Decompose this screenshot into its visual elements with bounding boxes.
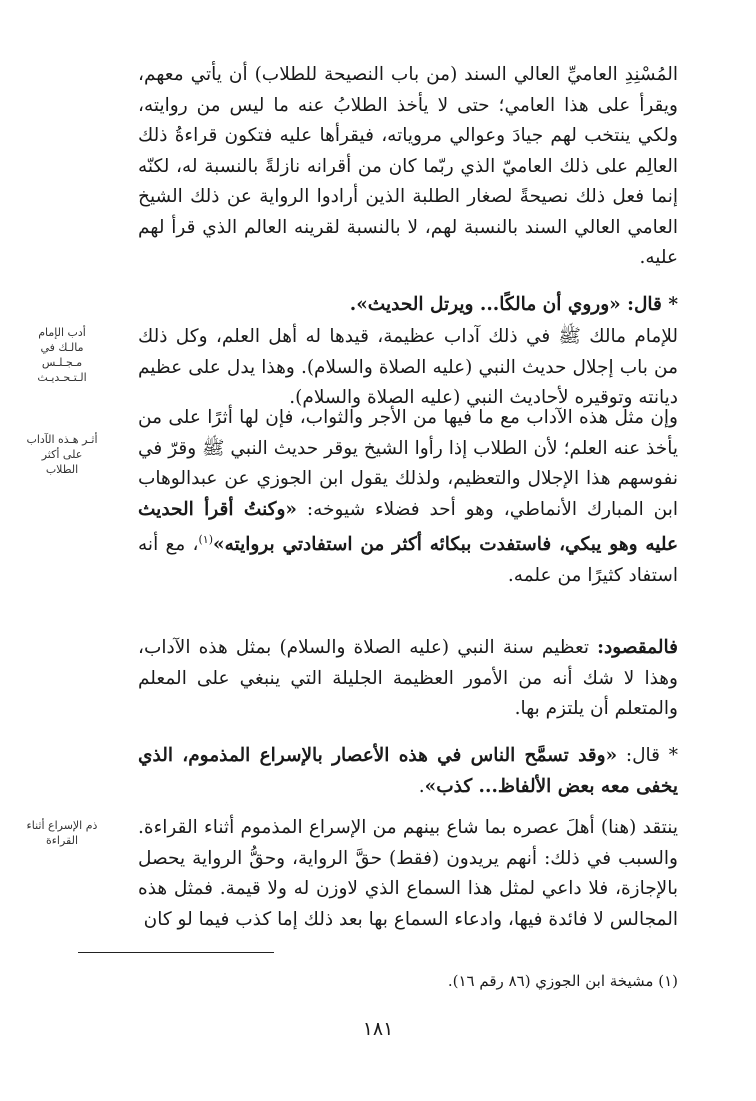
quote-heading-speed xyxy=(138,741,678,802)
footnote-marker: (١) xyxy=(198,533,213,546)
quote-heading-malik-text: * قال: «وروي أن مالكًا... ويرتل الحديث». xyxy=(349,294,678,315)
paragraph-2-text: للإمام مالك ﷺ في ذلك آداب عظيمة، قيدها له أهل العلم، وكل ذلك من باب إجلال حديث النبي (عليه الصلاة والسلام). وهذا يدل على عظيم ديانته وتوقيره لأحاديث النبي (عليه الصلاة والسلام). xyxy=(138,326,678,408)
paragraph-1-text: المُسْنِدِ العاميِّ العالي السند (من باب النصيحة للطلاب) أن يأتي معهم، ويقرأ على هذا العامي؛ حتى لا يأخذ الطلابُ عنه ما ليس من روايته، ولكي ينتخب لهم جيادَ وعوالي مروياته، فيقرأها عليه فتكون قراءةُ ذلك العالِم على ذلك العاميّ الذي ربّما كان من أقرانه نازلةً بالنسبة له، لكنّه إنما فعل ذلك نصيحةً لصغار الطلبة الذين أرادوا الرواية عن ذلك الشيخ العامي العالي السند بالنسبة لهم، لا بالنسبة لقرينه العالم الذي قرأ لهم عليه. xyxy=(138,64,678,268)
page-number: ١٨١ xyxy=(362,1018,394,1040)
paragraph-2 xyxy=(138,322,678,414)
margin-note-effect-on-students-text: أثـر هـذه الآداب على أكثر الطلاب xyxy=(26,433,98,476)
paragraph-3-text-b: ، مع أنه استفاد كثيرًا من علمه. xyxy=(138,534,678,586)
paragraph-4-lead: فالمقصود: xyxy=(597,637,678,658)
footnote-separator xyxy=(78,952,274,953)
margin-note-malik-etiquette xyxy=(26,325,98,385)
quote-heading-speed-suffix: . xyxy=(418,775,425,797)
footnote xyxy=(138,970,678,992)
paragraph-3 xyxy=(138,403,678,591)
footnote-mark: (١) xyxy=(658,972,678,990)
paragraph-3-text-a: وإن مثل هذه الآداب مع ما فيها من الأجر والثواب، فإن لها أثرًا على من يأخذ عنه العلم؛ لأن الطلاب إذا رأوا الشيخ يوقر حديث النبي ﷺ وقرّ في نفوسهم هذا الإجلال والتعظيم، ولذلك يقول ابن الجوزي عن عبدالوهاب ابن المبارك الأنماطي، وهو أحد فضلاء شيوخه: xyxy=(138,407,678,520)
paragraph-4 xyxy=(138,633,678,725)
margin-note-haste-criticism-text: ذم الإسراع أثناء القراءة xyxy=(26,819,98,847)
margin-note-effect-on-students xyxy=(26,432,98,477)
paragraph-4-text: تعظيم سنة النبي (عليه الصلاة والسلام) بمثل هذه الآداب، وهذا لا شك أنه من الأمور العظيمة الجليلة التي ينبغي على المعلم والمتعلم أن يلتزم بها. xyxy=(138,637,678,719)
quote-heading-malik xyxy=(138,290,678,321)
paragraph-1 xyxy=(138,60,678,274)
margin-note-haste-criticism xyxy=(26,818,98,848)
margin-note-malik-etiquette-text: أدب الإمام مالـك في مـجـلـس الـتـحـديـث xyxy=(37,326,87,384)
paragraph-5-text: ينتقد (هنا) أهلَ عصره بما شاع بينهم من الإسراع المذموم أثناء القراءة. والسبب في ذلك: أنهم يريدون (فقط) حقَّ الرواية، وحقُّ الرواية يحصل بالإجازة، فلا داعي لمثل هذا السماع الذي لاوزن له ولا قيمة. فمثل هذه المجالس لا فائدة فيها، وادعاء السماع بها بعد ذلك إما كذب فيما لو كان xyxy=(138,817,678,930)
ibn-jawzi-quote: «وكنتُ أقرأ الحديث عليه وهو يبكي، فاستفدت ببكائه أكثر من استفادتي بروايته» xyxy=(138,498,678,556)
quote-heading-speed-prefix: * قال: xyxy=(617,745,678,766)
footnote-text: مشيخة ابن الجوزي (٨٦ رقم ١٦). xyxy=(447,972,654,990)
paragraph-5 xyxy=(138,813,678,935)
quote-heading-speed-quote: «وقد تسمَّح الناس في هذه الأعصار بالإسراع المذموم، الذي يخفى معه بعض الألفاظ... كذب» xyxy=(138,745,678,797)
